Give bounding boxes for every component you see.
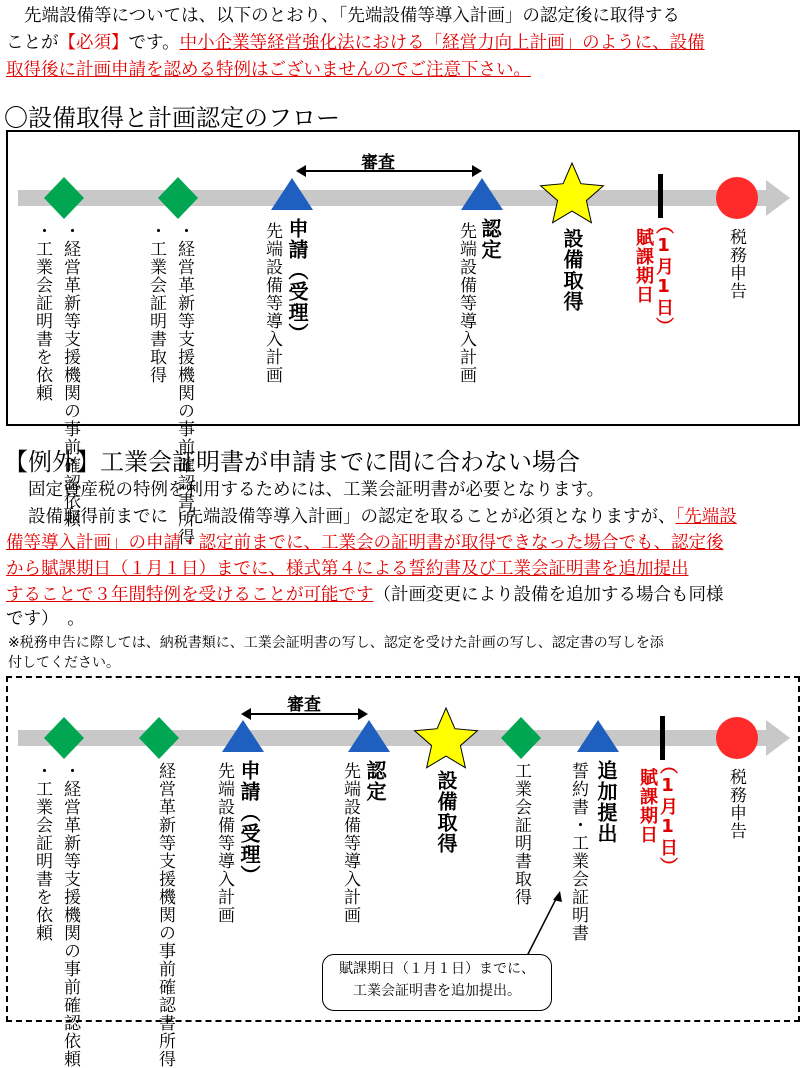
step2-submit: 追加提出	[594, 760, 618, 844]
callout-box	[322, 954, 552, 1011]
section2-title: 【例外】工業会証明書が申請までに間に合わない場合	[4, 448, 580, 476]
step2-2: 経営革新等支援機関の事前確認書所得	[155, 762, 175, 1068]
step2-acquire: 設備取得	[434, 770, 458, 854]
flow-arrow-1-shaft	[18, 190, 766, 206]
step2-approve: 認定	[363, 760, 387, 802]
circle-icon-1	[716, 177, 758, 219]
note-line-1: ※税務申告に際しては、納税書類に、工業会証明書の写し、認定を受けた計画の写し、認定書の写しを添	[8, 635, 664, 651]
tax-date-bar-1	[658, 174, 663, 218]
date-title-2: 賦課期日	[637, 768, 658, 844]
intro-line-1: 先端設備等については、以下のとおり、「先端設備等導入計画」の認定後に取得する	[24, 6, 680, 26]
step2-cert: 工業会証明書取得	[511, 762, 531, 906]
date-label-2: （1月1日）	[657, 756, 678, 876]
flow-arrow-1-head	[766, 180, 790, 216]
section2-para2: 設備取得前までに「先端設備等導入計画」の認定を取ることが必須となりますが、「先端設	[28, 507, 737, 527]
step2-1-a: ・経営革新等支援機関の事前確認依頼	[60, 762, 80, 1068]
step2-1-b: ・工業会証明書を依頼	[32, 762, 52, 942]
step-acquire: 設備取得	[560, 228, 584, 312]
step-approve: 認定	[478, 218, 502, 260]
step2-apply-sub: 先端設備等導入計画	[214, 762, 234, 924]
step2-b: ・工業会証明書取得	[146, 222, 166, 384]
step1-b: ・工業会証明書を依頼	[32, 222, 52, 402]
section2-para3: 備等導入計画」の申請・認定前までに、工業会の証明書が取得できなった場合でも、認定後	[6, 533, 724, 553]
step2-apply: 申請（受理）	[237, 760, 261, 886]
intro-line-3: 取得後に計画申請を認める特例はございませんのでご注意下さい。	[6, 60, 531, 80]
section2-para1: 固定資産税の特例を利用するためには、工業会証明書が必要となります。	[28, 480, 605, 500]
step-apply: 申請（受理）	[285, 218, 309, 344]
step2-a: ・経営革新等支援機関の事前確認書所得	[174, 222, 194, 546]
step2-submit-sub: 誓約書・工業会証明書	[568, 762, 588, 942]
diamond-icon-2	[158, 177, 198, 219]
date-label-1: （1月1日）	[653, 216, 674, 336]
section2-para6: です） 。	[6, 609, 85, 629]
callout-line-1: 賦課期日（１月１日）までに、	[339, 961, 535, 977]
tax-filing-1: 税務申告	[726, 228, 746, 300]
date-title-1: 賦課期日	[633, 228, 654, 304]
star-icon-1	[541, 163, 604, 223]
note-line-2: 付してください。	[8, 655, 120, 671]
step-apply-sub: 先端設備等導入計画	[262, 222, 282, 384]
step2-approve-sub: 先端設備等導入計画	[340, 762, 360, 924]
step1-a: ・経営革新等支援機関の事前確認依頼	[60, 222, 80, 528]
step-approve-sub: 先端設備等導入計画	[456, 222, 476, 384]
section2-para4: から賦課期日（１月１日）までに、様式第４による誓約書及び工業会証明書を追加提出	[6, 559, 689, 579]
review-label-1: 審査	[361, 153, 395, 173]
section1-title: 〇設備取得と計画認定のフロー	[4, 104, 340, 132]
diamond-icon-1	[44, 177, 84, 219]
callout-line-2: 工業会証明書を追加提出。	[353, 983, 521, 999]
section2-para5: することで３年間特例を受けることが可能です（計画変更により設備を追加する場合も同様	[6, 585, 724, 605]
tax-filing-2: 税務申告	[726, 768, 746, 840]
intro-line-2: ことが【必須】です。中小企業等経営強化法における「経営力向上計画」のように、設備	[6, 33, 705, 53]
review-label-2: 審査	[287, 695, 321, 715]
